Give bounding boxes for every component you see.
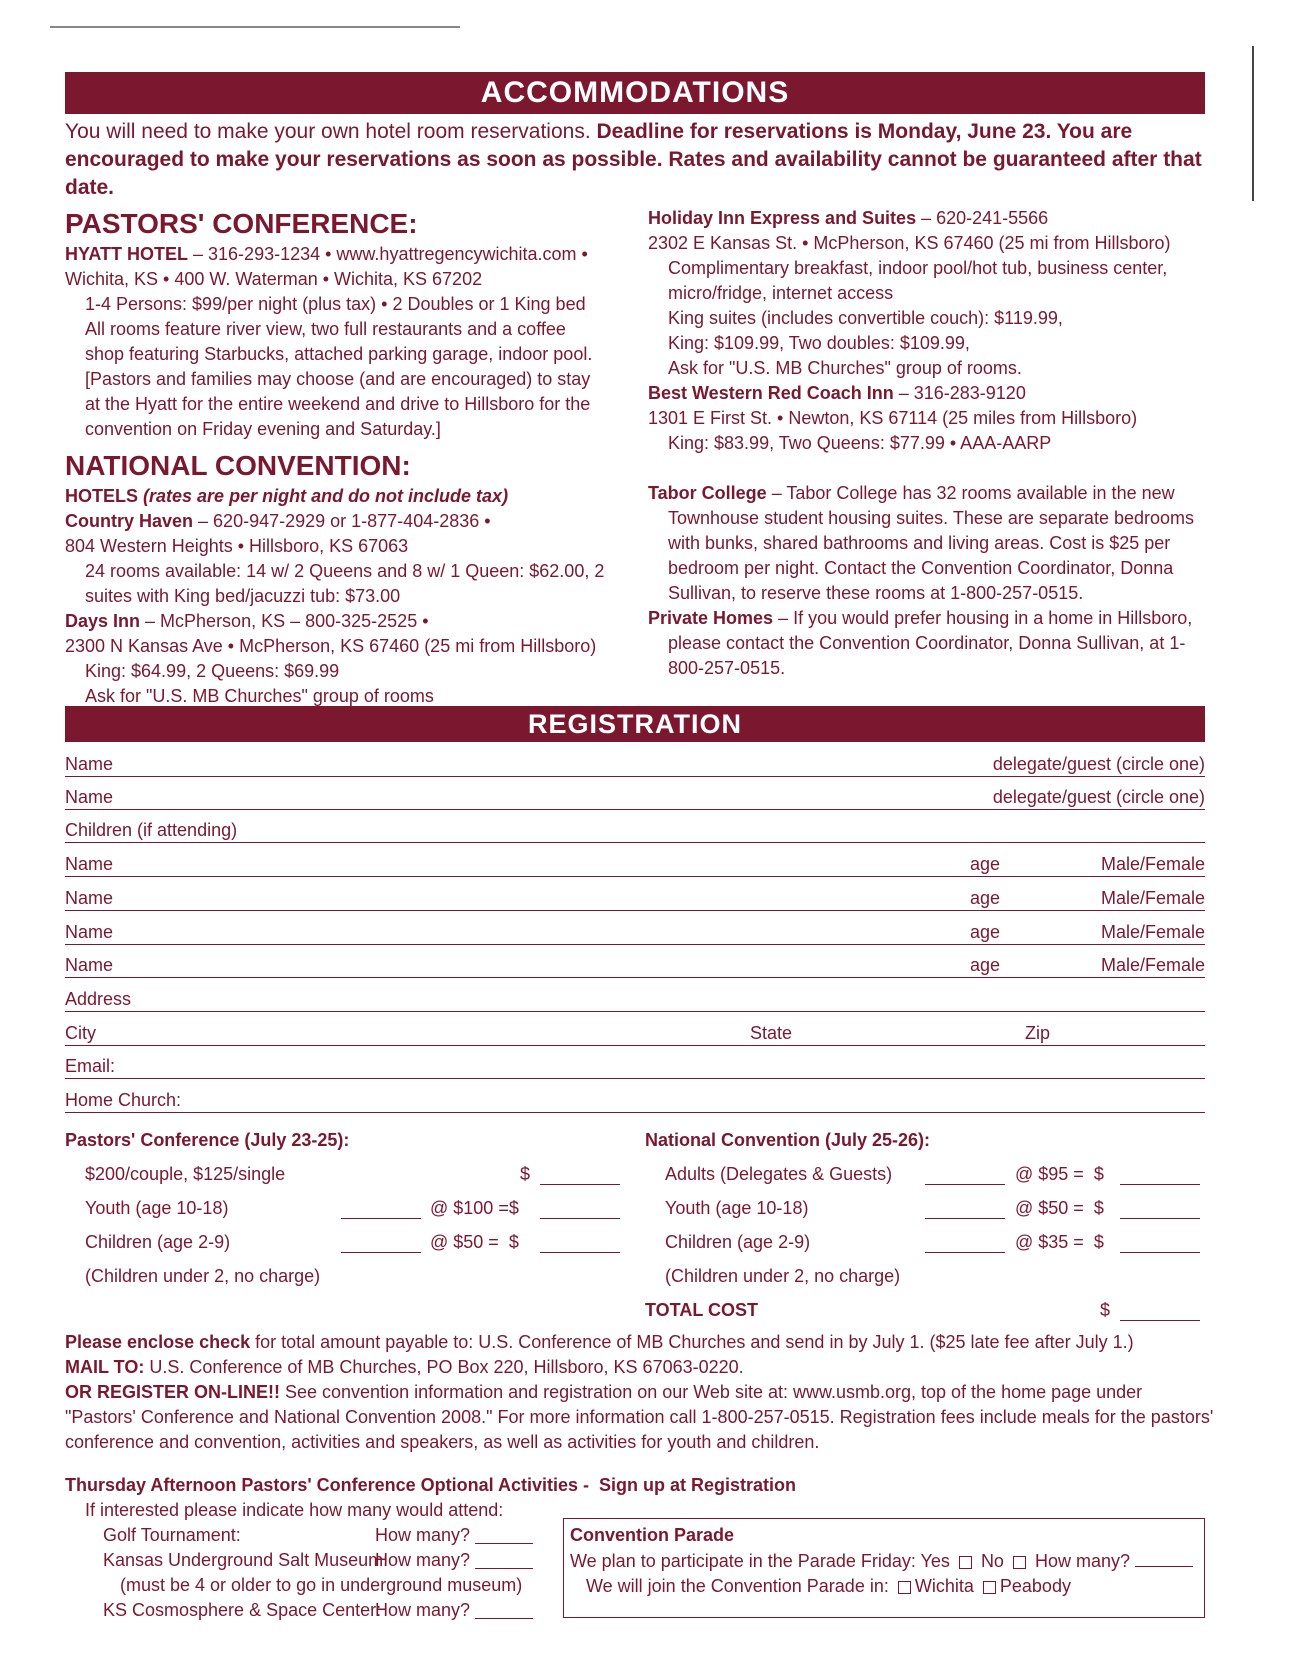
parade-title: Convention Parade [570,1525,735,1545]
online-text: See convention information and registration on our Web site at: www.usmb.org, top of the home page under "Pastors' Conference and National Convention 2008." For more information call 1-800-257-0515. Registration fees include meals for the pastors' conference and convention, activities and speakers, as well as activities for youth and children. [65,1382,1214,1452]
activities-intro: If interested please indicate how many would attend: [85,1500,504,1520]
cosmosphere-label: KS Cosmosphere & Space Center: [103,1600,382,1620]
youth-rate: @ $100 =$ [430,1198,519,1218]
email-label: Email: [65,1056,116,1076]
sex-label: Male/Female [1100,854,1205,874]
children-label: Children (age 2-9) [85,1232,231,1252]
national-children-row [645,1230,1205,1264]
convention-parade-box [563,1518,1205,1618]
church-line[interactable] [65,1088,1205,1113]
parade-line2: We will join the Convention Parade in: [586,1576,889,1596]
parade-count-blank[interactable] [1135,1548,1193,1567]
days-inn-contact: – McPherson, KS – 800-325-2525 • [140,611,429,631]
youth-count-blank[interactable] [341,1200,421,1219]
registration-banner: REGISTRATION [65,706,1205,742]
pastors-fees-title: Pastors' Conference (July 23-25): [65,1130,350,1150]
children-count-blank[interactable] [925,1234,1005,1253]
name-label: Name [65,888,114,908]
parade-how-many: How many? [1034,1551,1131,1571]
name-line-1[interactable] [65,752,1205,777]
private-homes-name: Private Homes [648,608,774,628]
private-homes-text: – If you would prefer housing in a home in Hillsboro, please contact the Convention Coordinator, Donna Sullivan, at 1-800-257-0515. [668,608,1193,678]
dollar-sign: $ [520,1164,531,1184]
wichita-checkbox[interactable] [898,1581,911,1594]
state-label: State [750,1023,793,1043]
right-rule [1252,46,1254,201]
children-amount-blank[interactable] [1120,1234,1200,1253]
mail-bold: MAIL TO: [65,1357,145,1377]
parade-location-row [564,1574,1204,1599]
holiday-inn-rates-2: King: $109.99, Two doubles: $109.99, [668,333,970,353]
youth-amount-blank[interactable] [1120,1200,1200,1219]
national-fees [645,1128,1205,1332]
national-adults-row [645,1162,1205,1196]
youth-label: Youth (age 10-18) [665,1198,809,1218]
sex-label: Male/Female [1100,922,1205,942]
left-column [65,206,615,709]
cosmosphere-count-blank[interactable] [475,1600,533,1619]
holiday-inn-phone: – 620-241-5566 [916,208,1049,228]
hyatt-description: All rooms feature river view, two full restaurants and a coffee shop featuring Starbucks, attached parking garage, indoor pool. [Pastors and families may choose (and are encouraged) to stay at the Hyatt for the entire weekend and drive to Hillsboro for the convention on Friday evening and Saturday.] [85,319,593,439]
name-label: Name [65,754,114,774]
mail-text: U.S. Conference of MB Churches, PO Box 220, Hillsboro, KS 67063-0220. [144,1357,744,1377]
total-amount-blank[interactable] [1120,1302,1200,1321]
yes-checkbox[interactable] [959,1556,972,1569]
national-heading: NATIONAL CONVENTION: [65,450,411,481]
check-bold: Please enclose check [65,1332,251,1352]
right-column [648,206,1208,681]
no-label: No [980,1551,1004,1571]
children-line[interactable] [65,818,1205,843]
sex-label: Male/Female [1100,888,1205,908]
salt-note: (must be 4 or older to go in underground museum) [120,1575,523,1595]
youth-amount-blank[interactable] [540,1200,620,1219]
activities-title: Thursday Afternoon Pastors' Conference Optional Activities - Sign up at Registration [65,1475,797,1495]
peabody-checkbox[interactable] [983,1581,996,1594]
tabor-college [648,481,1208,606]
name-label: Name [65,955,114,975]
city-state-zip-line[interactable] [65,1021,1205,1046]
adults-label: Adults (Delegates & Guests) [665,1164,893,1184]
adults-amount-blank[interactable] [1120,1166,1200,1185]
delegate-guest-label: delegate/guest (circle one) [992,754,1205,774]
child-line-1[interactable] [65,852,1205,877]
age-label: age [970,854,1001,874]
children-amount-blank[interactable] [540,1234,620,1253]
online-bold: OR REGISTER ON-LINE!! [65,1382,280,1402]
no-checkbox[interactable] [1013,1556,1026,1569]
dollar-sign: $ [1100,1300,1111,1320]
pastors-under2: (Children under 2, no charge) [85,1266,321,1286]
holiday-inn-description: Complimentary breakfast, indoor pool/hot tub, business center, micro/fridge, internet access [668,258,1168,303]
children-label: Children (age 2-9) [665,1232,811,1252]
best-western-phone: – 316-283-9120 [893,383,1026,403]
age-label: age [970,888,1001,908]
country-haven-contact: – 620-947-2929 or 1-877-404-2836 • [193,511,491,531]
youth-rate: @ $50 = $ [1015,1198,1104,1218]
peabody-label: Peabody [999,1576,1071,1596]
golf-count-blank[interactable] [475,1525,533,1544]
holiday-inn-rates-1: King suites (includes convertible couch): $119.99, [668,308,1063,328]
child-line-2[interactable] [65,886,1205,911]
holiday-inn-address: 2302 E Kansas St. • McPherson, KS 67460 (25 mi from Hillsboro) [648,233,1171,253]
how-many-label: How many? [375,1600,471,1620]
private-homes [648,606,1208,681]
accommodations-banner: ACCOMMODATIONS [65,72,1205,114]
country-haven-address: 804 Western Heights • Hillsboro, KS 67063 [65,536,409,556]
pastors-children-row [65,1230,625,1264]
how-many-label: How many? [375,1550,471,1570]
salt-count-blank[interactable] [475,1550,533,1569]
children-rate: @ $50 = $ [430,1232,519,1252]
youth-label: Youth (age 10-18) [85,1198,229,1218]
intro-deadline: Deadline for reservations is Monday, June 23. You are encouraged to make your reservations as soon as possible. Rates and availability cannot be guaranteed after that date. [65,120,1202,199]
accommodations-intro [65,118,1205,202]
hyatt-address: Wichita, KS • 400 W. Waterman • Wichita, KS 67202 [65,269,483,289]
salt-label: Kansas Underground Salt Museum: [103,1550,389,1570]
top-rule [50,26,460,28]
name-label: Name [65,922,114,942]
best-western-name: Best Western Red Coach Inn [648,383,894,403]
age-label: age [970,922,1001,942]
pastors-youth-row [65,1196,625,1230]
children-count-blank[interactable] [341,1234,421,1253]
email-line[interactable] [65,1054,1205,1079]
intro-plain: You will need to make your own hotel room reservations. [65,120,597,143]
golf-label: Golf Tournament: [103,1525,241,1545]
age-label: age [970,955,1001,975]
youth-count-blank[interactable] [925,1200,1005,1219]
national-fees-title: National Convention (July 25-26): [645,1130,931,1150]
payment-info [65,1330,1215,1455]
holiday-inn-name: Holiday Inn Express and Suites [648,208,917,228]
child-line-3[interactable] [65,920,1205,945]
couple-amount-blank[interactable] [540,1166,620,1185]
best-western-address: 1301 E First St. • Newton, KS 67114 (25 miles from Hillsboro) [648,408,1138,428]
name-line-2[interactable] [65,785,1205,810]
hyatt-contact: – 316-293-1234 • www.hyattregencywichita.com • [188,244,588,264]
tabor-college-name: Tabor College [648,483,767,503]
delegate-guest-label: delegate/guest (circle one) [992,787,1205,807]
couple-label: $200/couple, $125/single [85,1164,286,1184]
parade-line1: We plan to participate in the Parade Friday: Yes [570,1551,950,1571]
check-text: for total amount payable to: U.S. Conference of MB Churches and send in by July 1. ($25 late fee after July 1.) [250,1332,1134,1352]
hyatt-rate: 1-4 Persons: $99/per night (plus tax) • 2 Doubles or 1 King bed [85,294,586,314]
pastors-fees [65,1128,625,1298]
hyatt-name: HYATT HOTEL [65,244,189,264]
pastors-heading: PASTORS' CONFERENCE: [65,208,418,239]
national-under2: (Children under 2, no charge) [665,1266,901,1286]
country-haven-name: Country Haven [65,511,194,531]
child-line-4[interactable] [65,953,1205,978]
sex-label: Male/Female [1100,955,1205,975]
total-label: TOTAL COST [645,1300,759,1320]
children-rate: @ $35 = $ [1015,1232,1104,1252]
total-row [645,1298,1205,1332]
hotels-label: HOTELS [65,486,139,506]
adults-count-blank[interactable] [925,1166,1005,1185]
days-inn-rates: King: $64.99, 2 Queens: $69.99 [85,661,340,681]
church-label: Home Church: [65,1090,182,1110]
children-label: Children (if attending) [65,820,238,840]
national-youth-row [645,1196,1205,1230]
tabor-college-text: – Tabor College has 32 rooms available in the new Townhouse student housing suites. These are separate bedrooms with bunks, shared bathrooms and living areas. Cost is $25 per bedroom per night. Contact the Convention Coordinator, Donna Sullivan, to reserve these rooms at 1-800-257-0515. [668,483,1194,603]
city-label: City [65,1023,96,1043]
days-inn-ask: Ask for "U.S. MB Churches" group of rooms [85,686,434,706]
country-haven-rates: 24 rooms available: 14 w/ 2 Queens and 8 w/ 1 Queen: $62.00, 2 suites with King bed/jacuzzi tub: $73.00 [85,561,605,606]
days-inn-address: 2300 N Kansas Ave • McPherson, KS 67460 (25 mi from Hillsboro) [65,636,597,656]
hotels-note: (rates are per night and do not include tax) [138,486,509,506]
name-label: Name [65,854,114,874]
zip-label: Zip [1025,1023,1051,1043]
address-label: Address [65,989,132,1009]
best-western-rates: King: $83.99, Two Queens: $77.99 • AAA-AARP [668,433,1052,453]
wichita-label: Wichita [914,1576,974,1596]
pastors-couple-row [65,1162,625,1196]
days-inn-name: Days Inn [65,611,141,631]
parade-participate-row [564,1548,1204,1574]
adults-rate: @ $95 = $ [1015,1164,1104,1184]
name-label: Name [65,787,114,807]
holiday-inn-ask: Ask for "U.S. MB Churches" group of rooms. [668,358,1022,378]
how-many-label: How many? [375,1525,471,1545]
address-line[interactable] [65,987,1205,1012]
